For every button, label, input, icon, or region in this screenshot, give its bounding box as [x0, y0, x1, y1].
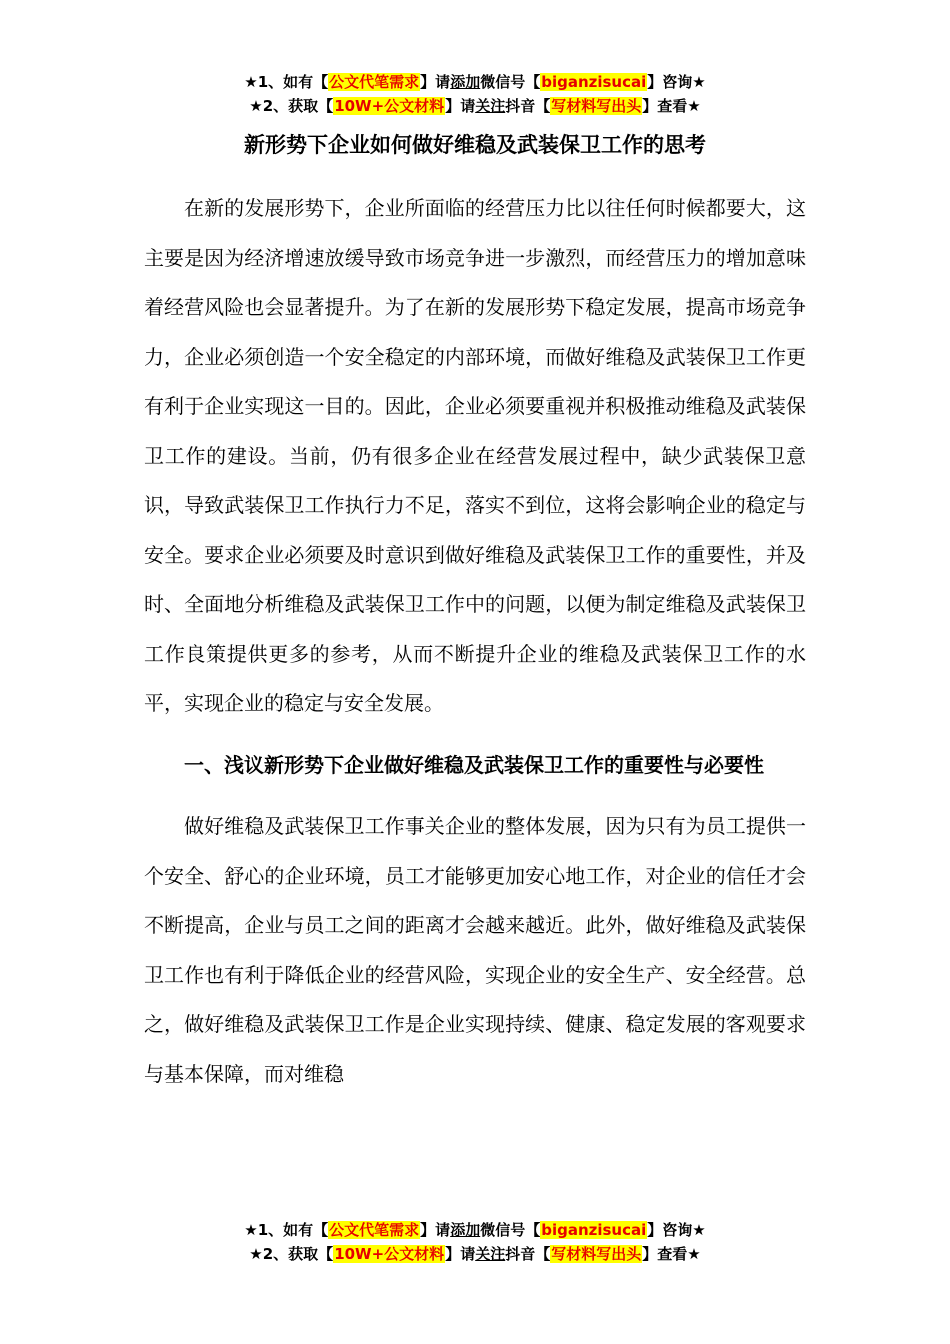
section-heading-1: 一、浅议新形势下企业做好维稳及武装保卫工作的重要性与必要性 — [184, 752, 764, 777]
footer-promo-line-1-highlight-wechat: biganzisucai — [541, 1221, 647, 1239]
promo-line-2-underlined: 关注 — [475, 97, 506, 115]
document-title: 新形势下企业如何做好维稳及武装保卫工作的思考 — [244, 133, 706, 157]
footer-promo-banner — [0, 1218, 950, 1266]
promo-line-1-underlined: 添加 — [450, 73, 481, 91]
promo-line-2-suffix: 】查看★ — [642, 97, 701, 115]
footer-promo-line-2-highlight-materials: 10W+公文材料 — [334, 1245, 445, 1263]
footer-promo-line-1-suffix: 】咨询★ — [647, 1221, 706, 1239]
promo-line-1-prefix: ★1、如有【 — [244, 73, 329, 91]
intro-paragraph: 在新的发展形势下，企业所面临的经营压力比以往任何时候都要大，这主要是因为经济增速放缓导致市场竞争进一步激烈，而经营压力的增加意味着经营风险也会显著提升。为了在新的发展形势下稳定发展，提高市场竞争力，企业必须创造一个安全稳定的内部环境，而做好维稳及武装保卫工作更有利于企业实现这一目的。因此，企业必须要重视并积极推动维稳及武装保卫工作的建设。当前，仍有很多企业在经营发展过程中，缺少武装保卫意识，导致武装保卫工作执行力不足，落实不到位，这将会影响企业的稳定与安全。要求企业必须要及时意识到做好维稳及武装保卫工作的重要性，并及时、全面地分析维稳及武装保卫工作中的问题，以便为制定维稳及武装保卫工作良策提供更多的参考，从而不断提升企业的维稳及武装保卫工作的水平，实现企业的稳定与安全发展。 — [144, 196, 806, 715]
section-1-paragraph: 做好维稳及武装保卫工作事关企业的整体发展，因为只有为员工提供一个安全、舒心的企业环境，员工才能够更加安心地工作，对企业的信任才会不断提高，企业与员工之间的距离才会越来越近。此外，做好维稳及武装保卫工作也有利于降低企业的经营风险，实现企业的安全生产、安全经营。总之，做好维稳及武装保卫工作是企业实现持续、健康、稳定发展的客观要求与基本保障，而对维稳 — [144, 814, 806, 1086]
footer-promo-line-1-underlined: 添加 — [450, 1221, 481, 1239]
promo-line-1-highlight-service: 公文代笔需求 — [329, 73, 420, 91]
footer-promo-line-1-text: 】请 — [420, 1221, 451, 1239]
promo-line-2-text: 】请 — [445, 97, 476, 115]
promo-line-1 — [0, 70, 950, 94]
header-promo-banner — [0, 70, 950, 118]
promo-line-2-highlight-materials: 10W+公文材料 — [334, 97, 445, 115]
footer-promo-line-2-underlined: 关注 — [475, 1245, 506, 1263]
promo-line-1-text-2: 微信号【 — [480, 73, 541, 91]
promo-line-1-suffix: 】咨询★ — [647, 73, 706, 91]
promo-line-2 — [0, 94, 950, 118]
footer-promo-line-2 — [0, 1242, 950, 1266]
promo-line-2-prefix: ★2、获取【 — [249, 97, 334, 115]
footer-promo-line-1-highlight-service: 公文代笔需求 — [329, 1221, 420, 1239]
promo-line-2-highlight-douyin: 写材料写出头 — [551, 97, 642, 115]
footer-promo-line-1-text-2: 微信号【 — [480, 1221, 541, 1239]
footer-promo-line-2-highlight-douyin: 写材料写出头 — [551, 1245, 642, 1263]
footer-promo-line-2-text: 】请 — [445, 1245, 476, 1263]
promo-line-2-text-2: 抖音【 — [505, 97, 551, 115]
footer-promo-line-2-text-2: 抖音【 — [505, 1245, 551, 1263]
footer-promo-line-2-prefix: ★2、获取【 — [249, 1245, 334, 1263]
footer-promo-line-1-prefix: ★1、如有【 — [244, 1221, 329, 1239]
footer-promo-line-1 — [0, 1218, 950, 1242]
promo-line-1-highlight-wechat: biganzisucai — [541, 73, 647, 91]
document-body — [144, 184, 806, 1099]
footer-promo-line-2-suffix: 】查看★ — [642, 1245, 701, 1263]
promo-line-1-text: 】请 — [420, 73, 451, 91]
